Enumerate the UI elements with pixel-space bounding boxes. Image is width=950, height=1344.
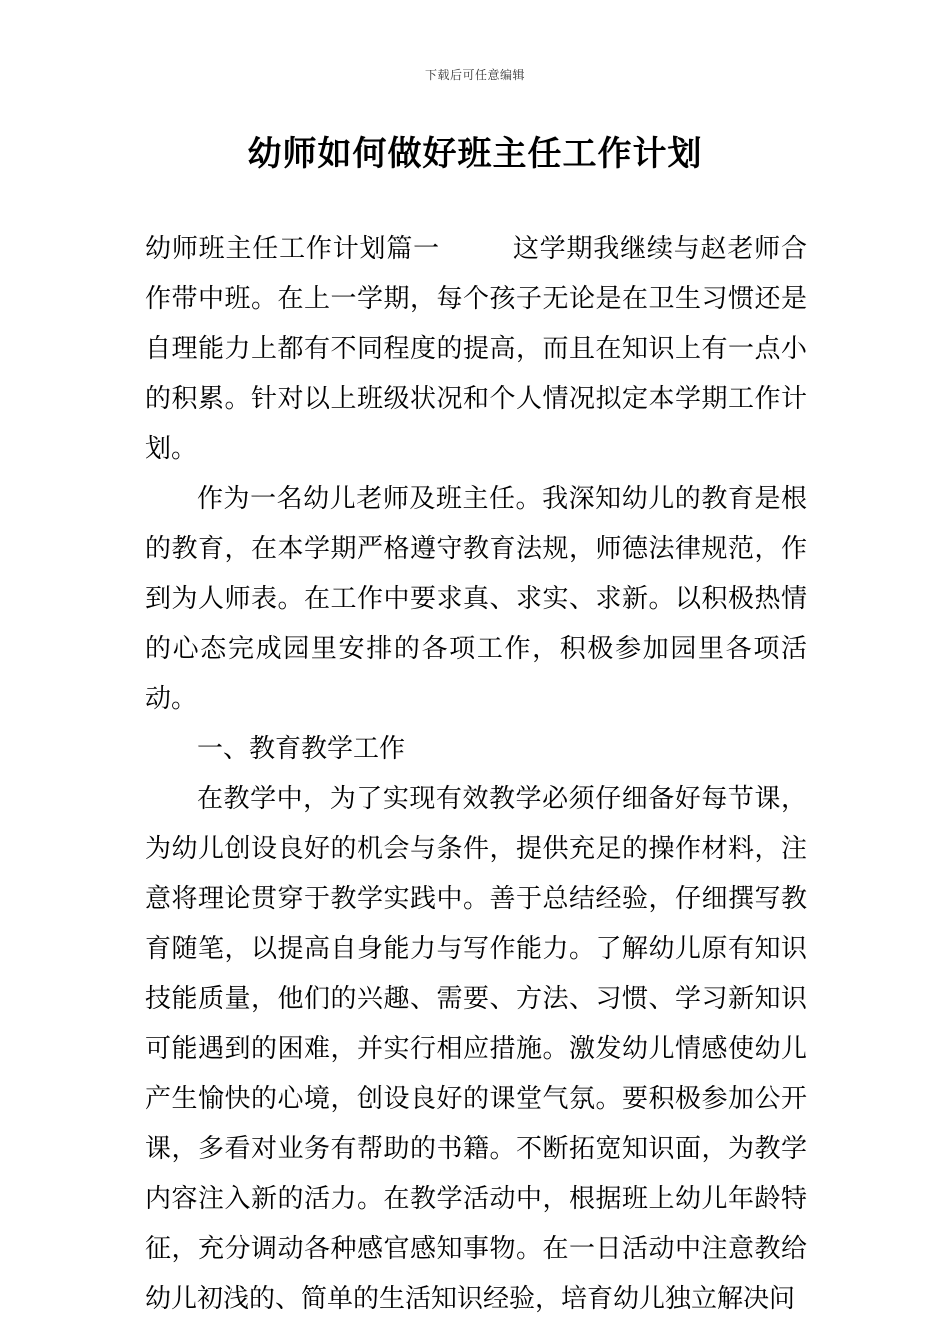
intro-text: 这学期我继续与赵老师合作带中班。在上一学期，每个孩子无论是在卫生习惯还是自理能力上都有不同程度的提高，而且在知识上有一点小的积累。针对以上班级状况和个人情况拟定本学期工作计划。 (145, 234, 807, 464)
paragraph-teaching: 在教学中，为了实现有效教学必须仔细备好每节课，为幼儿创设良好的机会与条件，提供充足的操作材料，注意将理论贯穿于教学实践中。善于总结经验，仔细撰写教育随笔，以提高自身能力与写作能力。了解幼儿原有知识技能质量，他们的兴趣、需要、方法、习惯、学习新知识可能遇到的困难，并实行相应措施。激发幼儿情感使幼儿产生愉快的心境，创设良好的课堂气氛。要积极参加公开课，多看对业务有帮助的书籍。不断拓宽知识面，为教学内容注入新的活力。在教学活动中，根据班上幼儿年龄特征，充分调动各种感官感知事物。在一日活动中注意教给幼儿初浅的、简单的生活知识经验，培育幼儿独立解决问 (145, 784, 807, 1314)
paragraph-role: 作为一名幼儿老师及班主任。我深知幼儿的教育是根的教育，在本学期严格遵守教育法规，师德法律规范，作到为人师表。在工作中要求真、求实、求新。以积极热情的心态完成园里安排的各项工作，积极参加园里各项活动。 (145, 484, 807, 714)
header-note: 下载后可任意编辑 (424, 68, 525, 82)
section-heading: 一、教育教学工作 (197, 734, 406, 764)
document-body (145, 224, 807, 1324)
intro-lead: 幼师班主任工作计划篇一 (145, 234, 440, 264)
intro-paragraph (145, 224, 807, 474)
document-title: 幼师如何做好班主任工作计划 (247, 134, 703, 174)
